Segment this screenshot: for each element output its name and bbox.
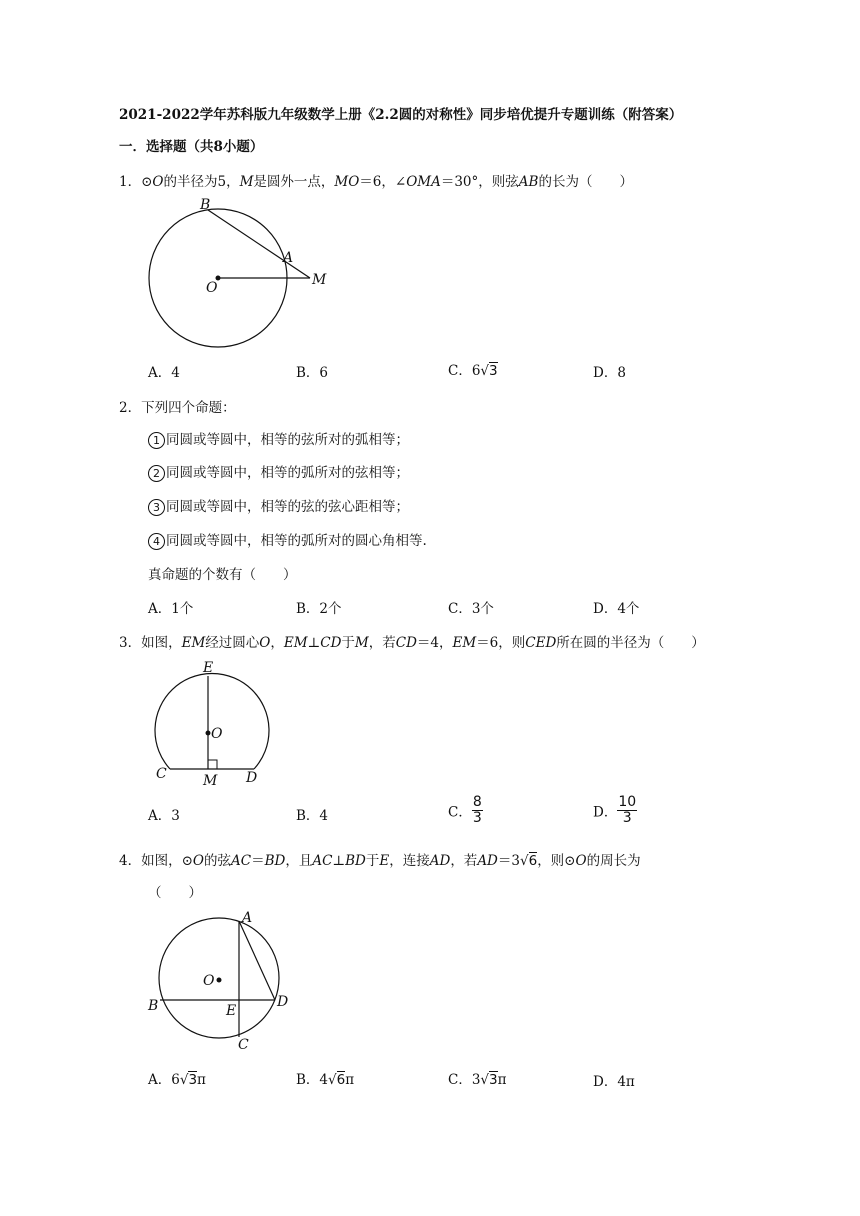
question-4-stem: 4．如图，⊙O的弦AC＝BD，且AC⊥BD于E，连接AD，若AD＝3√6，则⊙O的周长为 [119,853,641,869]
circled-2-icon: 2 [148,465,165,482]
q2-statement-3: 3 同圆或等圆中，相等的弦的弦心距相等； [148,495,409,516]
circled-4-icon: 4 [148,533,165,550]
q3-option-c[interactable]: C． $\frac{8}{3}$ [448,794,482,826]
label-B: B [148,998,159,1014]
q2-statement-2: 2 同圆或等圆中，相等的弧所对的弦相等； [148,461,409,482]
q2-statement-1: 1 同圆或等圆中，相等的弦所对的弧相等； [148,428,409,449]
label-O: O [206,280,218,296]
label-O: O [203,973,215,989]
q3-option-b[interactable]: B．4 [296,808,329,824]
q2-option-d[interactable]: D．4个 [593,601,640,617]
question-3-figure [140,656,280,791]
question-2-stem: 2．下列四个命题： [119,400,236,416]
fraction: $\frac{10}{3}$ [618,794,637,826]
label-A: A [283,250,294,266]
label-E: E [226,1003,237,1019]
q4-option-d[interactable]: D．4π [593,1074,635,1090]
q1-option-d[interactable]: D．8 [593,365,626,381]
question-4-figure [140,908,300,1053]
q4-option-b[interactable]: B．4√6π [296,1072,355,1088]
q4-option-c[interactable]: C．3√3π [448,1072,507,1088]
section-heading: 一．选择题（共8小题） [119,139,264,155]
label-O: O [211,726,223,742]
q1-option-c[interactable]: C．6√3 [448,363,498,379]
q4-option-a[interactable]: A．6√3π [148,1072,206,1088]
label-D: D [277,994,289,1010]
document-title: 2021-2022学年苏科版九年级数学上册《2.2圆的对称性》同步培优提升专题训练（附答案） [119,107,683,123]
fraction: $\frac{8}{3}$ [472,794,482,826]
question-3-stem: 3．如图，EM经过圆心O，EM⊥CD于M，若CD＝4，EM＝6，则CED所在圆的半径为（ ） [119,635,705,651]
label-C: C [238,1037,249,1053]
label-B: B [200,197,211,213]
question-1-stem: 1．⊙O的半径为5，M是圆外一点，MO＝6，∠OMA＝30°，则弦AB的长为（ ） [119,174,633,190]
question-1-figure [140,196,350,351]
circled-3-icon: 3 [148,499,165,516]
q3-option-d[interactable]: D． $\frac{10}{3}$ [593,794,637,826]
q2-option-c[interactable]: C．3个 [448,601,494,617]
question-4-blank: （ ） [148,885,202,901]
q2-option-a[interactable]: A．1个 [148,601,194,617]
q2-statement-4: 4 同圆或等圆中，相等的弧所对的圆心角相等. [148,529,427,550]
circled-1-icon: 1 [148,432,165,449]
q2-option-b[interactable]: B．2个 [296,601,342,617]
label-C: C [156,766,167,782]
label-D: D [246,770,258,786]
label-M: M [203,773,218,789]
q2-question: 真命题的个数有（ ） [148,567,297,583]
q3-option-a[interactable]: A．3 [148,808,180,824]
label-A: A [242,910,253,926]
label-E: E [203,660,214,676]
label-M: M [312,272,327,288]
q1-option-b[interactable]: B．6 [296,365,329,381]
q1-option-a[interactable]: A．4 [148,365,180,381]
